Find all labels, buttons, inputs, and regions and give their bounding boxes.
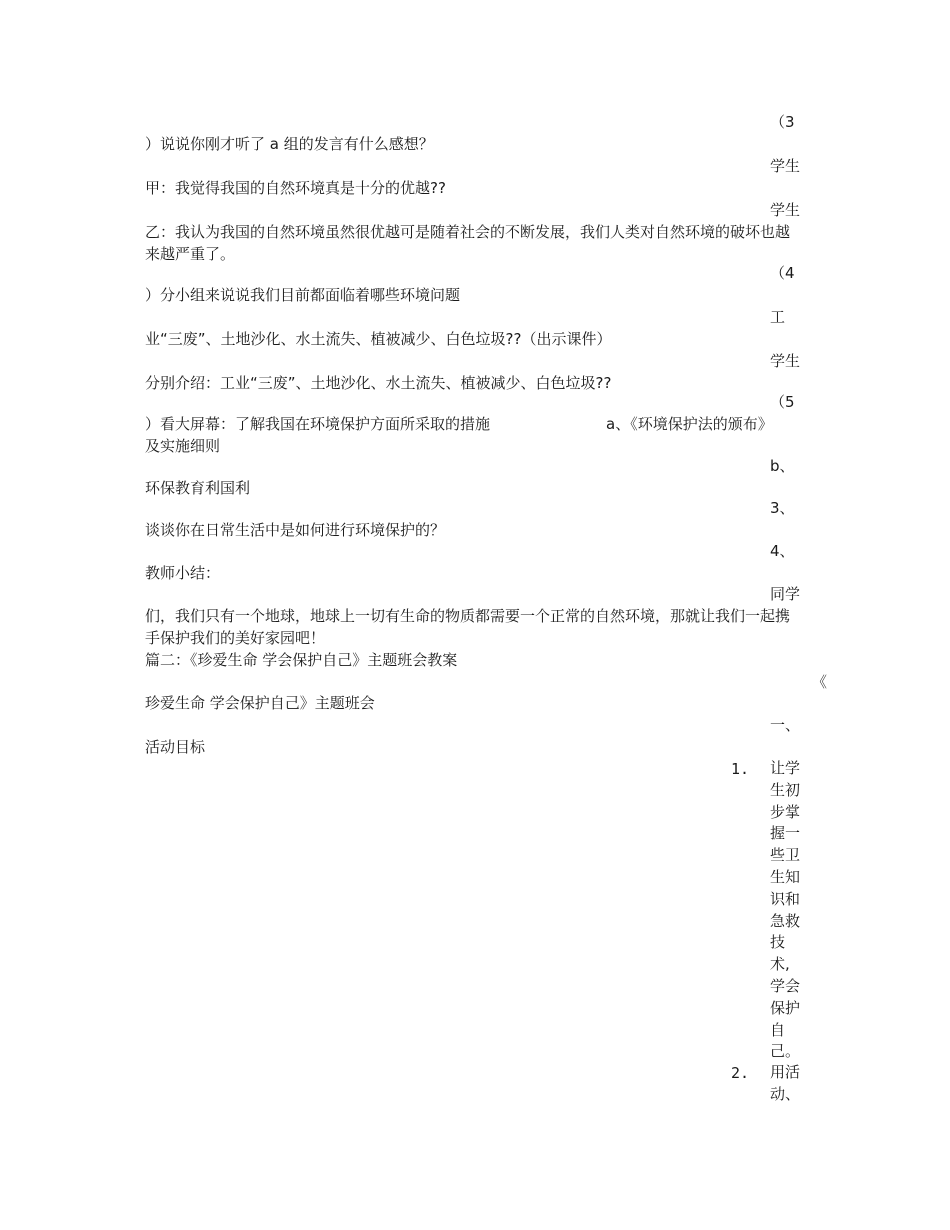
- fragment-r7: （5: [770, 393, 795, 411]
- fragment-r11: 同学: [770, 585, 801, 603]
- fragment-r6: 学生: [770, 352, 801, 370]
- list-item-2-text: 用活动、: [770, 1063, 801, 1103]
- fragment-r3: 学生: [770, 201, 801, 219]
- fragment-r5: 工: [770, 308, 786, 326]
- list-number-1: 1.: [731, 760, 750, 778]
- paragraph-line: 活动目标: [145, 738, 206, 756]
- paragraph-line: 甲：我觉得我国的自然环境真是十分的优越??: [145, 179, 446, 197]
- paragraph-line: 教师小结：: [145, 564, 221, 582]
- paragraph-line: 乙：我认为我国的自然环境虽然很优越可是随着社会的不断发展，我们人类对自然环境的破坏也越来越严重了。: [145, 223, 791, 263]
- paragraph-line: ）说说你刚才听了 a 组的发言有什么感想？: [145, 135, 434, 153]
- section-heading: 篇二：《珍爱生命 学会保护自己》主题班会教案: [145, 651, 458, 669]
- fragment-r2: 学生: [770, 157, 801, 175]
- paragraph-line: 珍爱生命 学会保护自己》主题班会: [145, 694, 375, 712]
- list-number-2: 2.: [731, 1064, 750, 1082]
- paragraph-line: ）看大屏幕：了解我国在环境保护方面所采取的措施: [145, 415, 491, 433]
- paragraph-line: 分别介绍：工业“三废”、土地沙化、水土流失、植被减少、白色垃圾??: [145, 374, 612, 392]
- list-item-1-text: 让学生初步掌握一些卫生知识和急救技术,学会保护自己。: [770, 759, 801, 1061]
- fragment-r9: 3、: [770, 499, 795, 517]
- paragraph-line: 谈谈你在日常生活中是如何进行环境保护的？: [145, 521, 446, 539]
- paragraph-line: ）分小组来说说我们目前都面临着哪些环境问题: [145, 286, 461, 304]
- fragment-r13: 《: [812, 673, 828, 691]
- fragment-r8: b、: [770, 457, 795, 475]
- paragraph-line: 及实施细则: [145, 437, 221, 455]
- paragraph-line: 环保教育利国利: [145, 479, 251, 497]
- fragment-r14: 一、: [770, 716, 801, 734]
- fragment-r10: 4、: [770, 542, 795, 560]
- paragraph-line: 们，我们只有一个地球，地球上一切有生命的物质都需要一个正常的自然环境，那就让我们一起携手保护我们的美好家园吧！: [145, 607, 791, 647]
- paragraph-line: 业“三废”、土地沙化、水土流失、植被减少、白色垃圾??（出示课件）: [145, 330, 612, 348]
- fragment-r4: （4: [770, 264, 795, 282]
- measure-a: a、《环境保护法的颁布》: [606, 415, 773, 433]
- fragment-r1: （3: [770, 113, 795, 131]
